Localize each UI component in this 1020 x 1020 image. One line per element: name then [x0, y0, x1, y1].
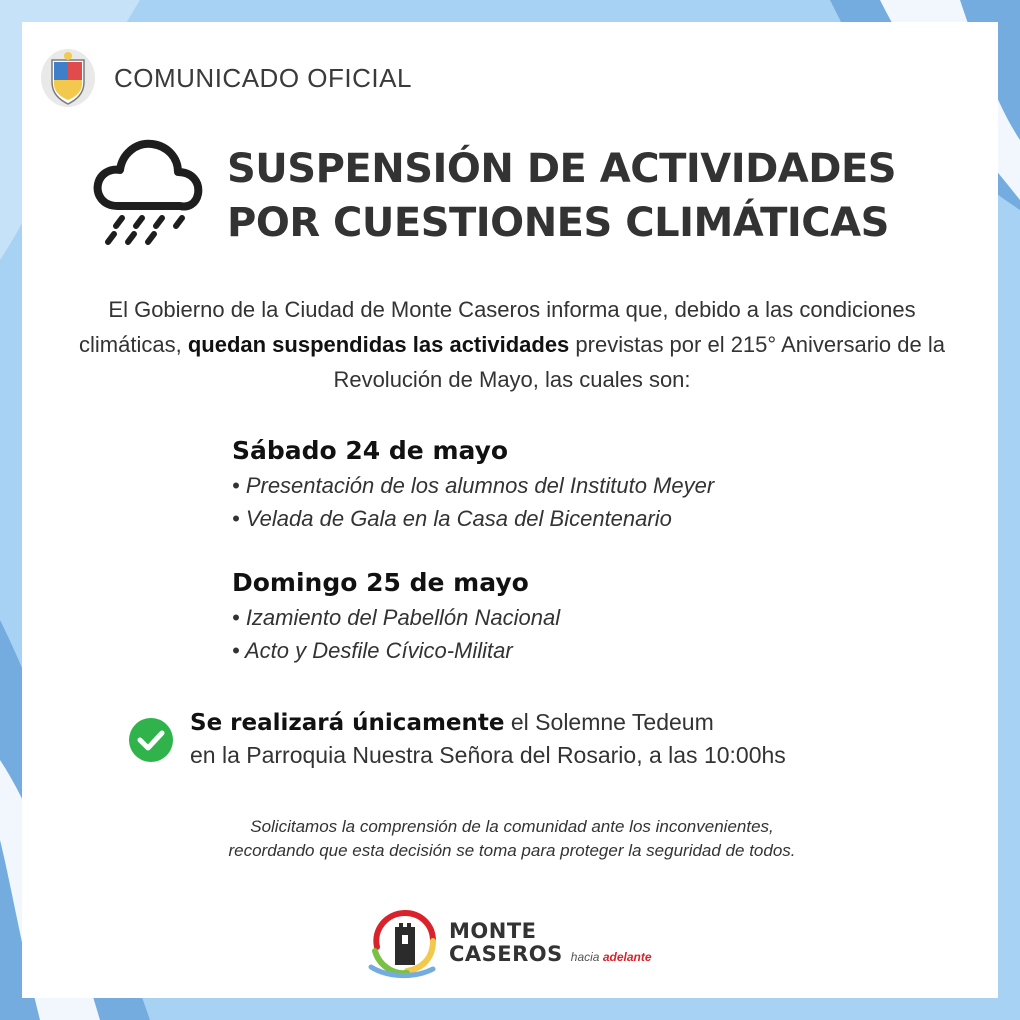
monte-caseros-logo-icon: [367, 907, 441, 981]
confirmation-line-2: en la Parroquia Nuestra Señora del Rosario, a las 10:00hs: [190, 742, 786, 768]
day-title: Sábado 24 de mayo: [232, 436, 509, 465]
title-line-1: SUSPENSIÓN DE ACTIVIDADES: [227, 146, 897, 192]
intro-text-bold: quedan suspendidas las actividades: [187, 332, 570, 357]
header-label: COMUNICADO OFICIAL: [114, 62, 412, 93]
header: [40, 48, 412, 108]
day-block-saturday: [232, 436, 932, 535]
monte-caseros-logo: [367, 907, 652, 981]
logo-line-1: MONTE: [449, 918, 537, 943]
confirmation-rest: el Solemne Tedeum: [504, 709, 714, 735]
rain-cloud-icon: [90, 134, 204, 252]
intro-text-before: El Gobierno de la Ciudad de Monte Caseros informa que, debido a las condiciones climáticas,: [79, 297, 916, 357]
tagline-prefix: hacia: [570, 949, 600, 964]
logo-tagline: [571, 950, 652, 964]
closing-line-1: Solicitamos la comprensión de la comunidad ante los inconvenientes,: [250, 817, 774, 836]
confirmation-note: [190, 706, 980, 771]
day-block-sunday: [232, 568, 932, 667]
title-line-2: POR CUESTIONES CLIMÁTICAS: [227, 200, 889, 246]
intro-paragraph: [62, 292, 962, 397]
page-title: [227, 142, 987, 250]
intro-text-after: previstas por el 215° Aniversario de la Revolución de Mayo, las cuales son:: [333, 332, 945, 392]
list-item: • Izamiento del Pabellón Nacional: [232, 605, 561, 630]
confirmation-bold: Se realizará únicamente: [190, 710, 505, 736]
list-item: • Acto y Desfile Cívico-Militar: [232, 638, 513, 663]
municipal-crest-icon: [40, 48, 96, 108]
check-circle-icon: [128, 717, 174, 763]
logo-line-2: CASEROS: [449, 941, 563, 966]
list-item: • Velada de Gala en la Casa del Bicentenario: [232, 506, 672, 531]
announcement-card: [22, 22, 998, 998]
list-item: • Presentación de los alumnos del Instituto Meyer: [232, 473, 715, 498]
tagline-highlight: adelante: [602, 949, 652, 964]
logo-wordmark: [449, 920, 652, 969]
day-title: Domingo 25 de mayo: [232, 568, 529, 597]
closing-note: [62, 815, 962, 863]
closing-line-2: recordando que esta decisión se toma para proteger la seguridad de todos.: [228, 841, 796, 860]
